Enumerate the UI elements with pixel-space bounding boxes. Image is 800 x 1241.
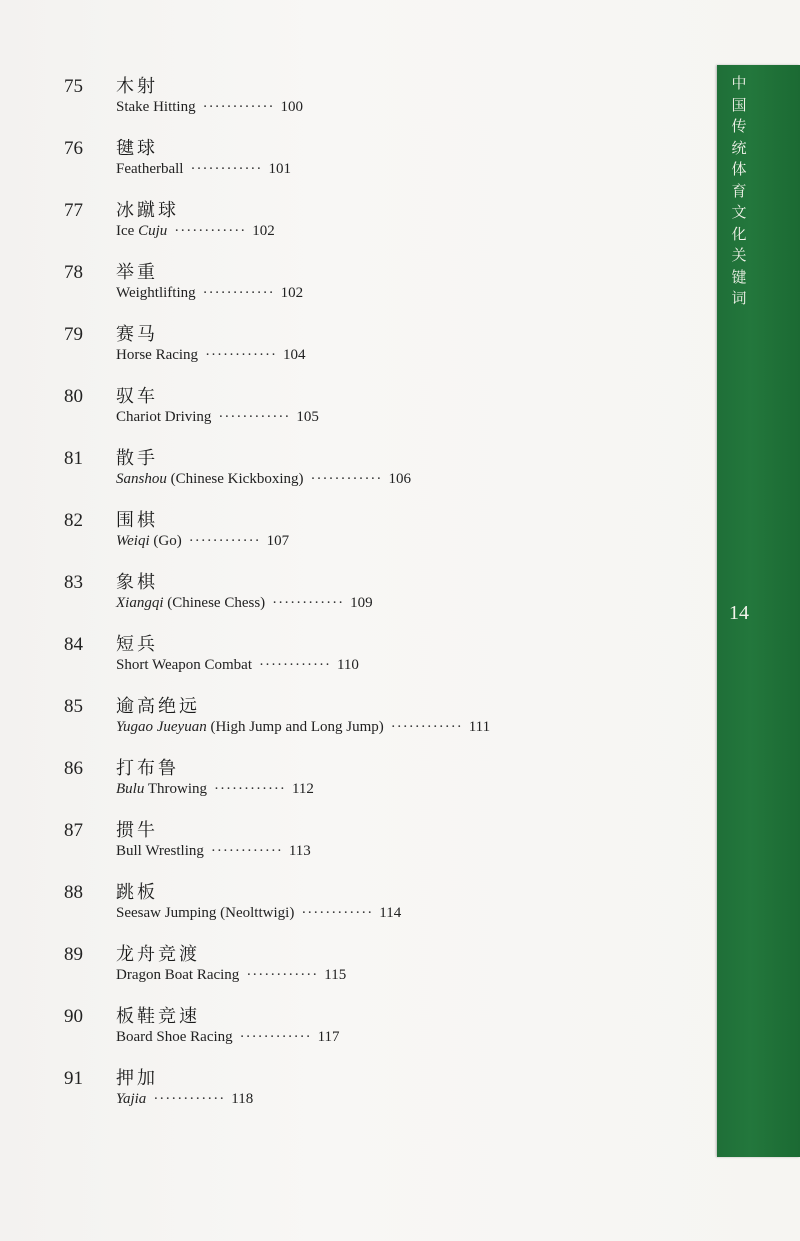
entry-english-text: Featherball (116, 161, 184, 177)
entry-english-text: Bull Wrestling (116, 843, 204, 859)
leader-dots: ············ (310, 471, 383, 487)
entry-chinese-title: 掼牛 (116, 820, 158, 841)
entry-english-text: (Chinese Kickboxing) (166, 471, 304, 487)
entry-chinese-title: 冰蹴球 (116, 200, 179, 221)
leader-dots: ············ (205, 347, 278, 363)
entry-number: 86 (64, 758, 83, 779)
entry-chinese-title: 跳板 (116, 882, 158, 903)
table-of-contents (0, 70, 700, 1124)
entry-english-text: Stake Hitting (116, 99, 196, 115)
entry-english-title (116, 781, 314, 798)
entry-page-number: 107 (266, 533, 290, 549)
entry-english-italic: Weiqi (116, 533, 150, 549)
leader-dots: ············ (210, 843, 283, 859)
entry-english-title (116, 967, 346, 984)
entry-english-title (116, 719, 490, 736)
toc-entry[interactable] (0, 752, 700, 814)
entry-page-number: 101 (268, 161, 291, 177)
toc-entry[interactable] (0, 380, 700, 442)
side-tab (717, 65, 800, 1157)
toc-entry[interactable] (0, 814, 700, 876)
entry-english-text: Chariot Driving (116, 409, 212, 425)
entry-number: 79 (64, 324, 83, 345)
entry-page-number: 105 (296, 409, 319, 425)
entry-chinese-title: 短兵 (116, 634, 158, 655)
entry-number: 83 (64, 572, 83, 593)
entry-chinese-title: 木射 (116, 76, 158, 97)
entry-english-italic: Cuju (138, 223, 168, 239)
entry-english-italic: Xiangqi (116, 595, 164, 611)
entry-english-title (116, 223, 275, 240)
entry-number: 81 (64, 448, 83, 469)
entry-number: 78 (64, 262, 83, 283)
entry-chinese-title: 散手 (116, 448, 158, 469)
entry-english-title (116, 905, 401, 922)
entry-english-italic: Yajia (116, 1091, 147, 1107)
toc-entry[interactable] (0, 566, 700, 628)
entry-number: 90 (64, 1006, 83, 1027)
entry-page-number: 112 (291, 781, 314, 797)
entry-number: 84 (64, 634, 83, 655)
entry-english-title (116, 1029, 340, 1046)
entry-page-number: 106 (388, 471, 411, 487)
entry-english-italic: Sanshou (116, 471, 167, 487)
entry-page-number: 102 (252, 223, 275, 239)
entry-english-title (116, 595, 373, 612)
side-tab-page-number: 14 (729, 602, 749, 624)
entry-number: 85 (64, 696, 83, 717)
entry-english-text: Dragon Boat Racing (116, 967, 240, 983)
toc-entry[interactable] (0, 628, 700, 690)
entry-english-italic: Yugao Jueyuan (116, 719, 207, 735)
leader-dots: ············ (246, 967, 319, 983)
entry-number: 77 (64, 200, 83, 221)
entry-english-title (116, 533, 289, 550)
entry-english-title (116, 99, 303, 116)
entry-page-number: 114 (379, 905, 402, 921)
entry-english-text: Weightlifting (116, 285, 196, 301)
toc-entry[interactable] (0, 256, 700, 318)
entry-english-text: Ice (116, 223, 139, 239)
entry-number: 91 (64, 1068, 83, 1089)
toc-entry[interactable] (0, 690, 700, 752)
entry-number: 80 (64, 386, 83, 407)
entry-number: 82 (64, 510, 83, 531)
entry-page-number: 110 (336, 657, 359, 673)
entry-english-title (116, 843, 311, 860)
entry-english-title (116, 161, 291, 178)
entry-chinese-title: 龙舟竞渡 (116, 944, 200, 965)
toc-entry[interactable] (0, 876, 700, 938)
entry-number: 89 (64, 944, 83, 965)
entry-page-number: 117 (317, 1029, 340, 1045)
entry-english-title (116, 1091, 253, 1108)
entry-english-text: Board Shoe Racing (116, 1029, 233, 1045)
leader-dots: ············ (272, 595, 345, 611)
entry-english-title (116, 285, 303, 302)
entry-english-text: Short Weapon Combat (116, 657, 253, 673)
toc-entry[interactable] (0, 442, 700, 504)
entry-number: 87 (64, 820, 83, 841)
entry-english-text: Horse Racing (116, 347, 199, 363)
toc-entry[interactable] (0, 194, 700, 256)
toc-entry[interactable] (0, 938, 700, 1000)
entry-chinese-title: 毽球 (116, 138, 158, 159)
leader-dots: ············ (390, 719, 463, 735)
entry-english-text: Throwing (144, 781, 207, 797)
entry-english-title (116, 347, 306, 364)
entry-english-title (116, 657, 359, 674)
toc-entry[interactable] (0, 1000, 700, 1062)
leader-dots: ············ (153, 1091, 226, 1107)
entry-page-number: 118 (231, 1091, 254, 1107)
leader-dots: ············ (188, 533, 261, 549)
entry-english-text: Seesaw Jumping (Neolttwigi) (116, 905, 295, 921)
entry-number: 76 (64, 138, 83, 159)
toc-entry[interactable] (0, 1062, 700, 1124)
entry-chinese-title: 举重 (116, 262, 158, 283)
entry-page-number: 115 (324, 967, 347, 983)
entry-english-title (116, 409, 319, 426)
leader-dots: ············ (202, 285, 275, 301)
leader-dots: ············ (218, 409, 291, 425)
entry-chinese-title: 赛马 (116, 324, 158, 345)
entry-english-italic: Bulu (116, 781, 145, 797)
entry-chinese-title: 围棋 (116, 510, 158, 531)
toc-entry[interactable] (0, 132, 700, 194)
side-tab-title: 中国传统体育文化关键词 (731, 74, 747, 307)
entry-english-text: (High Jump and Long Jump) (206, 719, 384, 735)
leader-dots: ············ (301, 905, 374, 921)
toc-entry[interactable] (0, 70, 700, 132)
entry-number: 75 (64, 76, 83, 97)
entry-chinese-title: 押加 (116, 1068, 158, 1089)
leader-dots: ············ (202, 99, 275, 115)
entry-english-text: (Chinese Chess) (163, 595, 266, 611)
toc-entry[interactable] (0, 504, 700, 566)
leader-dots: ············ (190, 161, 263, 177)
leader-dots: ············ (213, 781, 286, 797)
entry-page-number: 111 (468, 719, 491, 735)
entry-page-number: 113 (288, 843, 311, 859)
toc-entry[interactable] (0, 318, 700, 380)
leader-dots: ············ (239, 1029, 312, 1045)
entry-page-number: 100 (280, 99, 304, 115)
entry-page-number: 102 (280, 285, 304, 301)
entry-chinese-title: 象棋 (116, 572, 158, 593)
entry-chinese-title: 逾高绝远 (116, 696, 200, 717)
leader-dots: ············ (174, 223, 247, 239)
entry-chinese-title: 板鞋竞速 (116, 1006, 200, 1027)
leader-dots: ············ (259, 657, 331, 673)
entry-english-title (116, 471, 411, 488)
entry-page-number: 104 (283, 347, 306, 363)
entry-chinese-title: 驭车 (116, 386, 158, 407)
entry-chinese-title: 打布鲁 (116, 758, 179, 779)
entry-page-number: 109 (350, 595, 373, 611)
entry-english-text: (Go) (149, 533, 182, 549)
entry-number: 88 (64, 882, 83, 903)
